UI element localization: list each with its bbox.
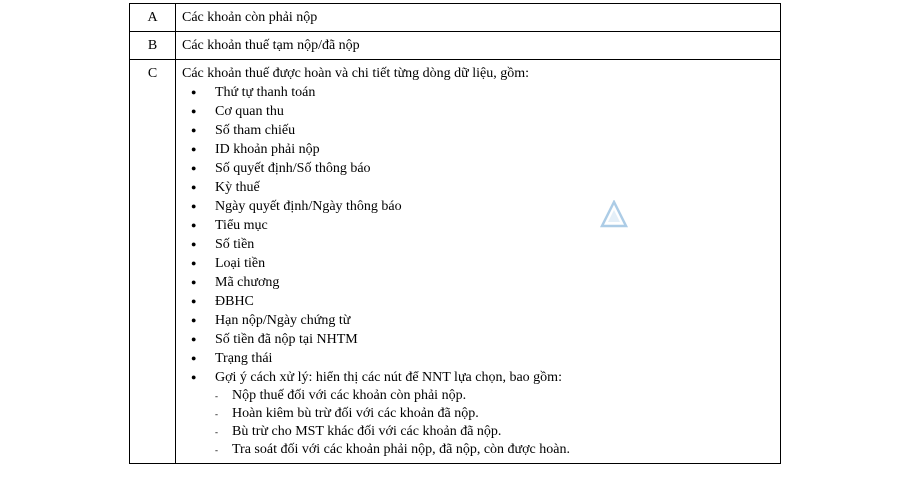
row-intro: Các khoản thuế được hoàn và chi tiết từng dòng dữ liệu, gồm: <box>182 66 530 81</box>
suggestion-list <box>215 387 774 459</box>
field-list <box>182 83 774 459</box>
list-item: ● Trạng thái <box>182 349 774 368</box>
list-item: ● Số tiền <box>182 235 774 254</box>
row-description: Các khoản còn phải nộp <box>176 4 781 32</box>
list-item: ● Cơ quan thu <box>182 102 774 121</box>
row-code: A <box>130 4 176 32</box>
row-description-detailed <box>176 60 781 464</box>
triangle-logo-icon <box>590 200 660 250</box>
list-item: ● Số tham chiếu <box>182 121 774 140</box>
list-item: ● Số tiền đã nộp tại NHTM <box>182 330 774 349</box>
list-item: ● ID khoản phải nộp <box>182 140 774 159</box>
row-code: B <box>130 32 176 60</box>
suggestions-label: Gợi ý cách xử lý: hiển thị các nút để NNT lựa chọn, bao gồm: <box>215 370 562 385</box>
list-item: ● Ngày quyết định/Ngày thông báo <box>182 197 774 216</box>
list-item-suggestions <box>182 368 774 459</box>
suggestion-item: - Hoàn kiêm bù trừ đối với các khoản đã nộp. <box>215 405 774 423</box>
suggestion-item: - Tra soát đối với các khoản phải nộp, đã nộp, còn được hoàn. <box>215 441 774 459</box>
row-code: C <box>130 60 176 464</box>
list-item: ● Tiểu mục <box>182 216 774 235</box>
list-item: ● Hạn nộp/Ngày chứng từ <box>182 311 774 330</box>
row-description: Các khoản thuế tạm nộp/đã nộp <box>176 32 781 60</box>
data-table <box>129 3 781 464</box>
list-item: ● Loại tiền <box>182 254 774 273</box>
table-row <box>130 4 781 32</box>
list-item: ● Số quyết định/Số thông báo <box>182 159 774 178</box>
suggestion-item: - Bù trừ cho MST khác đối với các khoản đã nộp. <box>215 423 774 441</box>
suggestion-item: - Nộp thuế đối với các khoản còn phải nộp. <box>215 387 774 405</box>
list-item: ● ĐBHC <box>182 292 774 311</box>
list-item: ● Mã chương <box>182 273 774 292</box>
table-row <box>130 60 781 464</box>
list-item: ● Kỳ thuế <box>182 178 774 197</box>
table-row <box>130 32 781 60</box>
list-item: ● Thứ tự thanh toán <box>182 83 774 102</box>
